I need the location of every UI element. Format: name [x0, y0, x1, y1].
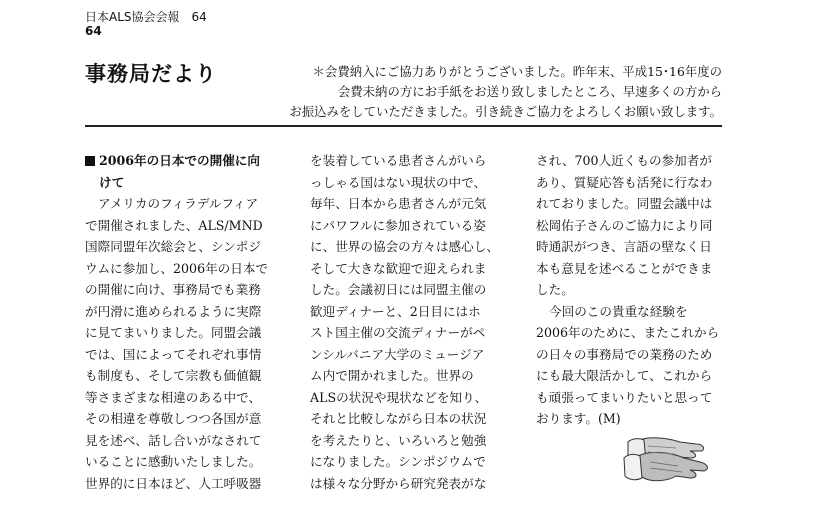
text-line: ンシルバニア大学のミュージア	[310, 346, 485, 362]
text-line: っしゃる国はない現状の中で、	[310, 174, 487, 190]
text-line: 見を述べ、話し合いがなされて	[85, 432, 262, 448]
text-line: スト国主催の交流ディナーがペ	[310, 325, 486, 340]
text-line: の日々の事務局での業務のため	[536, 346, 713, 362]
running-title: 日本ALS協会会報 64	[85, 10, 207, 24]
text-line: 時通訳がつき、言語の壁なく日	[536, 239, 712, 254]
page-number: 64	[85, 24, 102, 38]
text-line: で開催されました、ALS/MND	[85, 217, 263, 233]
text-line: 歓迎ディナーと、2日目にはホ	[310, 303, 481, 319]
text-line: に、世界の協会の方々は感心し、	[310, 239, 499, 254]
text-line: ウムに参加し、2006年の日本で	[85, 260, 269, 276]
notice-line: ＊会費納入にご協力ありがとうございました。昨年末、平成15･16年度の	[312, 64, 722, 79]
notice-box	[276, 62, 722, 122]
text-line: にパワフルに参加されている姿	[310, 217, 486, 233]
text-line: になりました。シンポジウムで	[310, 454, 486, 469]
text-line: いることに感動いたしました。	[85, 454, 262, 469]
text-line: ム内で開かれました。世界の	[310, 368, 474, 383]
text-line: した。	[536, 282, 574, 297]
black-square-icon	[85, 156, 95, 166]
text-line: では、国によってそれぞれ事情	[85, 346, 262, 362]
text-line: 等さまざまな相違のある中で、	[85, 389, 262, 405]
text-line: れておりました。同盟会議中は	[536, 196, 713, 211]
notice-line: 会費未納の方にお手紙をお送り致しましたところ、早速多くの方から	[337, 84, 722, 99]
text-line: ALSの状況や現状などを知り、	[310, 389, 488, 405]
text-line: に見てまいりました。同盟会議	[85, 325, 262, 340]
text-line: され、700人近くもの参加者が	[536, 153, 712, 168]
text-line: が円滑に進められるように実際	[85, 303, 262, 319]
text-line: 国際同盟年次総会と、シンポジ	[85, 239, 261, 254]
text-line: にも最大限活かして、これから	[536, 368, 713, 383]
text-line: 松岡佑子さんのご協力により同	[536, 217, 713, 233]
article-heading: 2006年の日本での開催に向	[85, 150, 285, 172]
article-column-2	[310, 150, 510, 494]
text-line: 今回のこの貴重な経験を	[549, 303, 688, 319]
section-title: 事務局だより	[85, 61, 217, 86]
text-line: を考えたりと、いろいろと勉強	[310, 432, 487, 448]
text-line: その相違を尊敬しつつ各国が意	[85, 411, 262, 426]
article-column-3	[536, 150, 736, 430]
text-line: も制度も、そして宗教も価値観	[85, 368, 262, 383]
article-heading-cont: けて	[99, 174, 125, 190]
text-line: 本も意見を述べることができま	[536, 260, 713, 276]
running-header	[85, 10, 207, 38]
article-column-1	[85, 150, 285, 494]
text-line: 世界的に日本ほど、人工呼吸器	[85, 475, 262, 491]
text-line: を装着している患者さんがいら	[310, 153, 487, 168]
text-line: アメリカのフィラデルフィア	[98, 196, 259, 211]
text-line: おります。(M)	[536, 411, 621, 426]
gloves-illustration-icon	[620, 432, 715, 484]
section-divider	[85, 125, 722, 127]
text-line: そして大きな歓迎で迎えられま	[310, 260, 487, 276]
notice-line: お振込みをしていただきました。引き続きご協力をよろしくお願い致します。	[289, 104, 722, 119]
text-line: それと比較しながら日本の状況	[310, 411, 487, 426]
text-line: 2006年のために、またこれから	[536, 325, 720, 340]
text-line: の開催に向け、事務局でも業務	[85, 282, 261, 297]
text-line: あり、質疑応答も活発に行なわ	[536, 174, 713, 190]
text-line: も頑張ってまいりたいと思って	[536, 389, 713, 405]
text-line: した。会議初日には同盟主催の	[310, 282, 487, 297]
text-line: は様々な分野から研究発表がな	[310, 475, 487, 491]
text-line: 毎年、日本から患者さんが元気	[310, 196, 487, 211]
